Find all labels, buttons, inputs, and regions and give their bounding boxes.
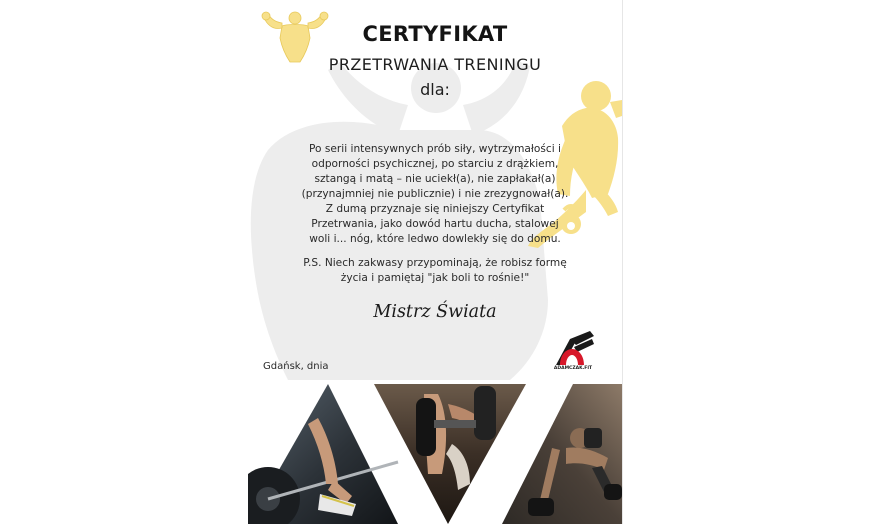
ps-line: życia i pamiętaj "jak boli to rośnie!" xyxy=(340,272,530,284)
dumbbell-curl-photo xyxy=(374,384,526,524)
body-line: woli i... nóg, które ledwo dowlekły się do domu. xyxy=(309,233,561,245)
body-line: odporności psychicznej, po starciu z drążkiem, xyxy=(311,158,559,170)
body-line: sztangą i matą – nie uciekł(a), nie zapłakał(a) xyxy=(314,173,556,185)
dumbbell-pushup-photo xyxy=(502,384,622,524)
place-date: Gdańsk, dnia xyxy=(263,361,329,372)
certificate-title: CERTYFIKAT xyxy=(362,22,508,46)
postscript xyxy=(268,256,602,286)
body-line: (przynajmniej nie publicznie) i nie zrezygnował(a). xyxy=(301,188,569,200)
certificate-subtitle: PRZETRWANIA TRENINGU xyxy=(328,55,542,74)
certificate-page xyxy=(248,0,623,524)
ps-line: P.S. Niech zakwasy przypominają, że robisz formę xyxy=(303,257,567,269)
body-line: Z dumą przyznaje się niniejszy Certyfikat xyxy=(325,203,545,215)
signature: Mistrz Świata xyxy=(373,302,497,322)
training-photos xyxy=(248,384,622,524)
body-line: Po serii intensywnych prób siły, wytrzymałości i xyxy=(309,143,561,155)
certificate-body xyxy=(268,142,602,247)
recipient-label: dla: xyxy=(420,80,450,99)
barbell-deadlift-photo xyxy=(248,384,398,524)
body-line: Przetrwania, jako dowód hartu ducha, stalowej xyxy=(311,218,559,230)
brand-logo-text: ADAMCZAK.FIT xyxy=(553,366,593,371)
